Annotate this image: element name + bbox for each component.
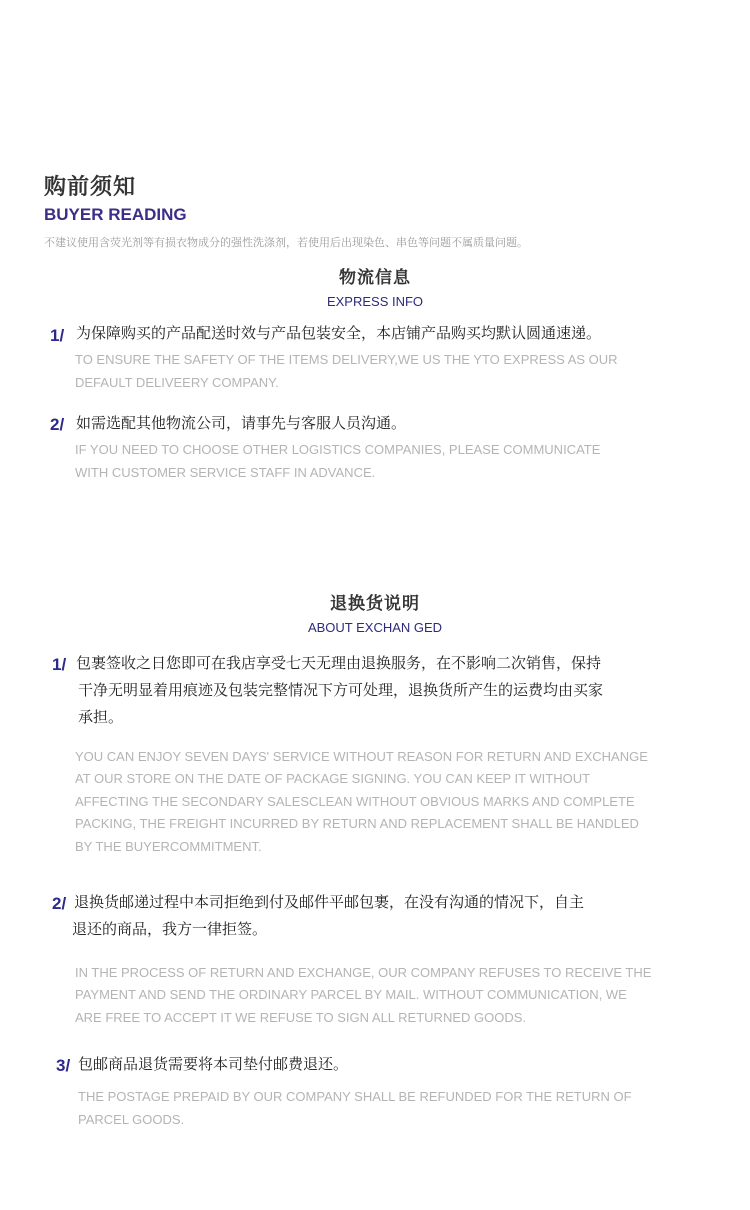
- page-title-cn: 购前须知: [44, 175, 137, 200]
- exchange-item-3-en-line1: THE POSTAGE PREPAID BY OUR COMPANY SHALL BE REFUNDED FOR THE RETURN OF: [78, 1089, 632, 1104]
- exchange-item-3-cn: 包邮商品退货需要将本司垫付邮费退还。: [78, 1055, 349, 1073]
- exchange-item-1-number: 1/: [52, 655, 67, 674]
- exchange-item-2-en-line3: ARE FREE TO ACCEPT IT WE REFUSE TO SIGN ALL RETURNED GOODS.: [75, 1010, 527, 1025]
- express-item-2-cn: 如需选配其他物流公司，请事先与客服人员沟通。: [76, 414, 407, 432]
- exchange-item-1-cn-line1: 包裹签收之日您即可在我店享受七天无理由退换服务，在不影响二次销售，保持: [76, 654, 602, 672]
- exchange-item-1-en-line1: YOU CAN ENJOY SEVEN DAYS' SERVICE WITHOUT REASON FOR RETURN AND EXCHANGE: [75, 749, 648, 764]
- express-item-1-number: 1/: [50, 326, 65, 345]
- express-item-1-en-line1: TO ENSURE THE SAFETY OF THE ITEMS DELIVERY,WE US THE YTO EXPRESS AS OUR: [75, 352, 618, 367]
- exchange-item-2-number: 2/: [52, 894, 67, 913]
- exchange-item-1-en-line5: BY THE BUYERCOMMITMENT.: [75, 839, 262, 854]
- exchange-section-title-cn: 退换货说明: [330, 594, 420, 614]
- express-item-2-en-line1: IF YOU NEED TO CHOOSE OTHER LOGISTICS COMPANIES, PLEASE COMMUNICATE: [75, 442, 601, 457]
- exchange-section-title-en: ABOUT EXCHAN GED: [307, 620, 443, 635]
- express-item-2-number: 2/: [50, 415, 65, 434]
- exchange-item-1-en-line4: PACKING, THE FREIGHT INCURRED BY RETURN AND REPLACEMENT SHALL BE HANDLED: [75, 816, 639, 831]
- exchange-item-3-number: 3/: [56, 1056, 71, 1075]
- page-title-en: BUYER READING: [44, 205, 187, 224]
- express-item-2-en-line2: WITH CUSTOMER SERVICE STAFF IN ADVANCE.: [75, 465, 376, 480]
- exchange-item-1-cn-line2: 干净无明显着用痕迹及包装完整情况下方可处理，退换货所产生的运费均由买家: [78, 681, 604, 699]
- exchange-item-2-en-line2: PAYMENT AND SEND THE ORDINARY PARCEL BY MAIL. WITHOUT COMMUNICATION, WE: [75, 987, 627, 1002]
- exchange-item-2-en-line1: IN THE PROCESS OF RETURN AND EXCHANGE, OUR COMPANY REFUSES TO RECEIVE THE: [75, 965, 652, 980]
- exchange-item-2-cn-line2: 退还的商品，我方一律拒签。: [72, 920, 268, 938]
- detergent-notice: 不建议使用含荧光剂等有损衣物成分的强性洗涤剂，若使用后出现染色、串色等问题不属质量问题。: [44, 236, 528, 249]
- exchange-item-2-cn-line1: 退换货邮递过程中本司拒绝到付及邮件平邮包裹，在没有沟通的情况下，自主: [74, 893, 585, 911]
- express-section-title-cn: 物流信息: [339, 268, 411, 288]
- exchange-item-1-en-line2: AT OUR STORE ON THE DATE OF PACKAGE SIGNING. YOU CAN KEEP IT WITHOUT: [75, 771, 591, 786]
- exchange-item-3-en-line2: PARCEL GOODS.: [78, 1112, 185, 1127]
- express-section-title-en: EXPRESS INFO: [326, 294, 424, 309]
- exchange-item-1-en-line3: AFFECTING THE SECONDARY SALESCLEAN WITHOUT OBVIOUS MARKS AND COMPLETE: [75, 794, 635, 809]
- express-item-1-en-line2: DEFAULT DELIVEERY COMPANY.: [75, 375, 279, 390]
- express-item-1-cn: 为保障购买的产品配送时效与产品包装安全，本店铺产品购买均默认圆通速递。: [76, 324, 602, 342]
- exchange-item-1-cn-line3: 承担。: [78, 708, 124, 726]
